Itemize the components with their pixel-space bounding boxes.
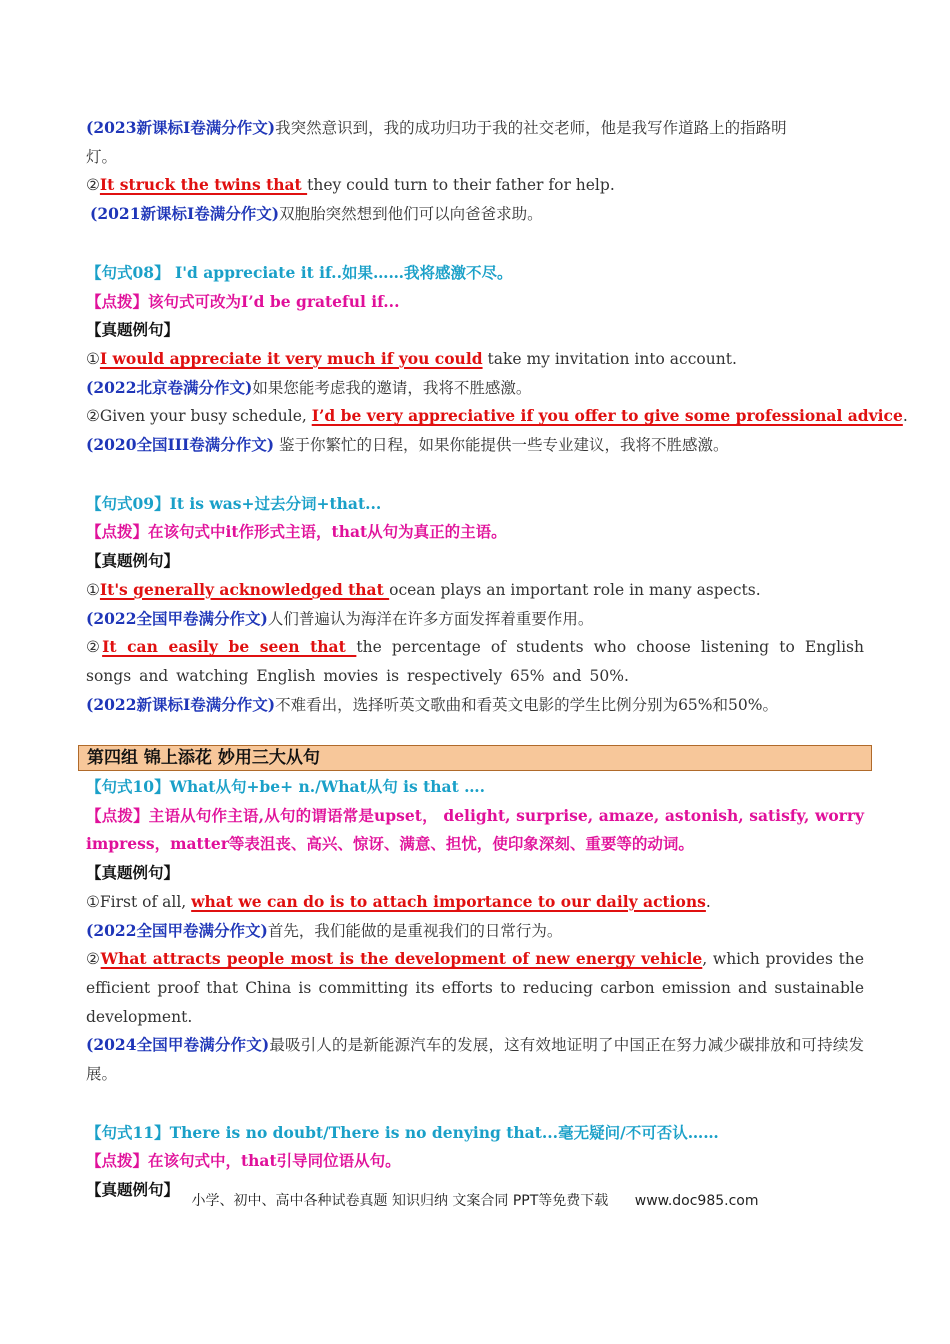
example-english: . bbox=[705, 892, 711, 911]
highlighted-phrase: I would appreciate it very much if you could bbox=[99, 348, 483, 368]
pattern-heading-10: 【句式10】What从句+be+ n./What从句 is that …. bbox=[86, 777, 486, 796]
tip-08: 【点拨】该句式可改为I’d be grateful if... bbox=[86, 291, 400, 311]
spacer bbox=[86, 1089, 864, 1119]
footer-url[interactable]: www.doc985.com bbox=[634, 1193, 759, 1209]
chinese-translation: 鉴于你繁忙的日程，如果你能提供一些专业建议，我将不胜感激。 bbox=[274, 436, 729, 455]
chinese-translation: 最吸引人的是新能源汽车的发展，这有效地证明了中国正在努力减少碳排放和可持续发展。 bbox=[86, 1036, 864, 1084]
text-line bbox=[86, 114, 864, 143]
example-english: they could turn to their father for help. bbox=[307, 176, 615, 195]
example-sentence bbox=[86, 633, 864, 690]
example-english: , which provides the efficient proof that China is committing its efforts to reducing carbon emission and sustainable development. bbox=[86, 950, 864, 1026]
spacer bbox=[86, 460, 864, 490]
document-body-lower bbox=[86, 773, 864, 1205]
source-citation: (2022新课标I卷满分作文) bbox=[86, 694, 276, 714]
chinese-translation: 首先，我们能做的是重视我们的日常行为。 bbox=[267, 921, 563, 940]
example-number: ① bbox=[86, 580, 100, 599]
highlighted-phrase: It struck the twins that bbox=[99, 175, 308, 195]
example-number: ② bbox=[86, 407, 100, 426]
example-sentence bbox=[86, 345, 864, 374]
highlighted-phrase: I’d be very appreciative if you offer to give some professional advice bbox=[311, 406, 903, 426]
example-number: ② bbox=[86, 176, 100, 195]
footer-text: 小学、初中、高中各种试卷真题 知识归纳 文案合同 PPT等免费下载 bbox=[191, 1193, 609, 1209]
pattern-heading-08: 【句式08】 I'd appreciate it if..如果……我将感激不尽。 bbox=[86, 262, 513, 282]
example-english: First of all, bbox=[99, 892, 192, 911]
example-sentence bbox=[86, 402, 908, 431]
source-citation: (2022全国甲卷满分作文) bbox=[86, 920, 268, 940]
pattern-heading-09: 【句式09】It is was+过去分词+that... bbox=[86, 493, 382, 513]
example-number: ① bbox=[86, 349, 100, 368]
tip-11: 【点拨】在该句式中，that引导同位语从句。 bbox=[86, 1151, 401, 1171]
example-number: ① bbox=[86, 892, 100, 911]
examples-label: 【真题例句】 bbox=[86, 320, 180, 340]
page-footer bbox=[0, 1190, 950, 1210]
example-english: ocean plays an important role in many aspects. bbox=[389, 580, 761, 599]
highlighted-phrase: It's generally acknowledged that bbox=[99, 579, 390, 599]
source-citation: (2022北京卷满分作文) bbox=[86, 377, 253, 397]
examples-label: 【真题例句】 bbox=[86, 863, 180, 883]
chinese-translation-continued: 灯。 bbox=[86, 147, 118, 166]
pattern-heading-11: 【句式11】There is no doubt/There is no denying that...毫无疑问/不可否认…… bbox=[86, 1122, 719, 1142]
chinese-translation: 人们普遍认为海洋在许多方面发挥着重要作用。 bbox=[267, 609, 594, 628]
tip-10: 【点拨】主语从句作主语,从句的谓语常是upset， delight, surprise, amaze, astonish, satisfy, worry impress，matter等表沮丧、高兴、惊讶、满意、担忧，使印象深刻、重要等的动词。 bbox=[86, 805, 864, 854]
highlighted-phrase: what we can do is to attach importance to our daily actions bbox=[191, 891, 706, 911]
spacer bbox=[86, 229, 864, 259]
example-sentence bbox=[86, 945, 864, 1031]
example-english: the percentage of students who choose listening to English songs and watching English movies is respectively 65% and 50%. bbox=[86, 638, 864, 685]
group-heading-band: 第四组 锦上添花 妙用三大从句 bbox=[78, 745, 872, 771]
text-line bbox=[86, 1031, 864, 1088]
chinese-translation: 双胞胎突然想到他们可以向爸爸求助。 bbox=[279, 205, 543, 224]
example-number: ② bbox=[86, 638, 103, 657]
highlighted-phrase: It can easily be seen that bbox=[102, 637, 357, 657]
example-english: Given your busy schedule, bbox=[99, 407, 312, 426]
example-sentence bbox=[86, 888, 864, 917]
text-line bbox=[86, 431, 864, 460]
text-line bbox=[86, 691, 864, 720]
text-line bbox=[86, 143, 864, 172]
source-citation: (2020全国III卷满分作文) bbox=[86, 435, 275, 455]
examples-label: 【真题例句】 bbox=[86, 1180, 180, 1200]
example-sentence bbox=[86, 576, 864, 605]
examples-label: 【真题例句】 bbox=[86, 551, 180, 571]
tip-09: 【点拨】在该句式中it作形式主语，that从句为真正的主语。 bbox=[86, 522, 507, 542]
source-citation: (2023新课标I卷满分作文) bbox=[86, 118, 276, 137]
chinese-translation: 如果您能考虑我的邀请，我将不胜感激。 bbox=[252, 378, 532, 397]
chinese-translation: 我突然意识到，我的成功归功于我的社交老师，他是我写作道路上的指路明 bbox=[275, 119, 787, 137]
text-line bbox=[86, 200, 864, 229]
example-sentence bbox=[86, 171, 864, 200]
source-citation: (2024全国甲卷满分作文) bbox=[86, 1035, 270, 1055]
text-line bbox=[86, 605, 864, 634]
text-line bbox=[86, 917, 864, 946]
example-number: ② bbox=[86, 950, 101, 969]
example-english: take my invitation into account. bbox=[482, 349, 737, 368]
source-citation: (2022全国甲卷满分作文) bbox=[86, 608, 268, 628]
source-citation: (2021新课标I卷满分作文) bbox=[90, 204, 280, 224]
example-english: . bbox=[902, 407, 908, 426]
chinese-translation: 不难看出，选择听英文歌曲和看英文电影的学生比例分别为65%和50%。 bbox=[275, 695, 778, 714]
highlighted-phrase: What attracts people most is the development of new energy vehicle bbox=[100, 949, 703, 969]
text-line bbox=[86, 374, 864, 403]
document-body bbox=[86, 114, 908, 719]
